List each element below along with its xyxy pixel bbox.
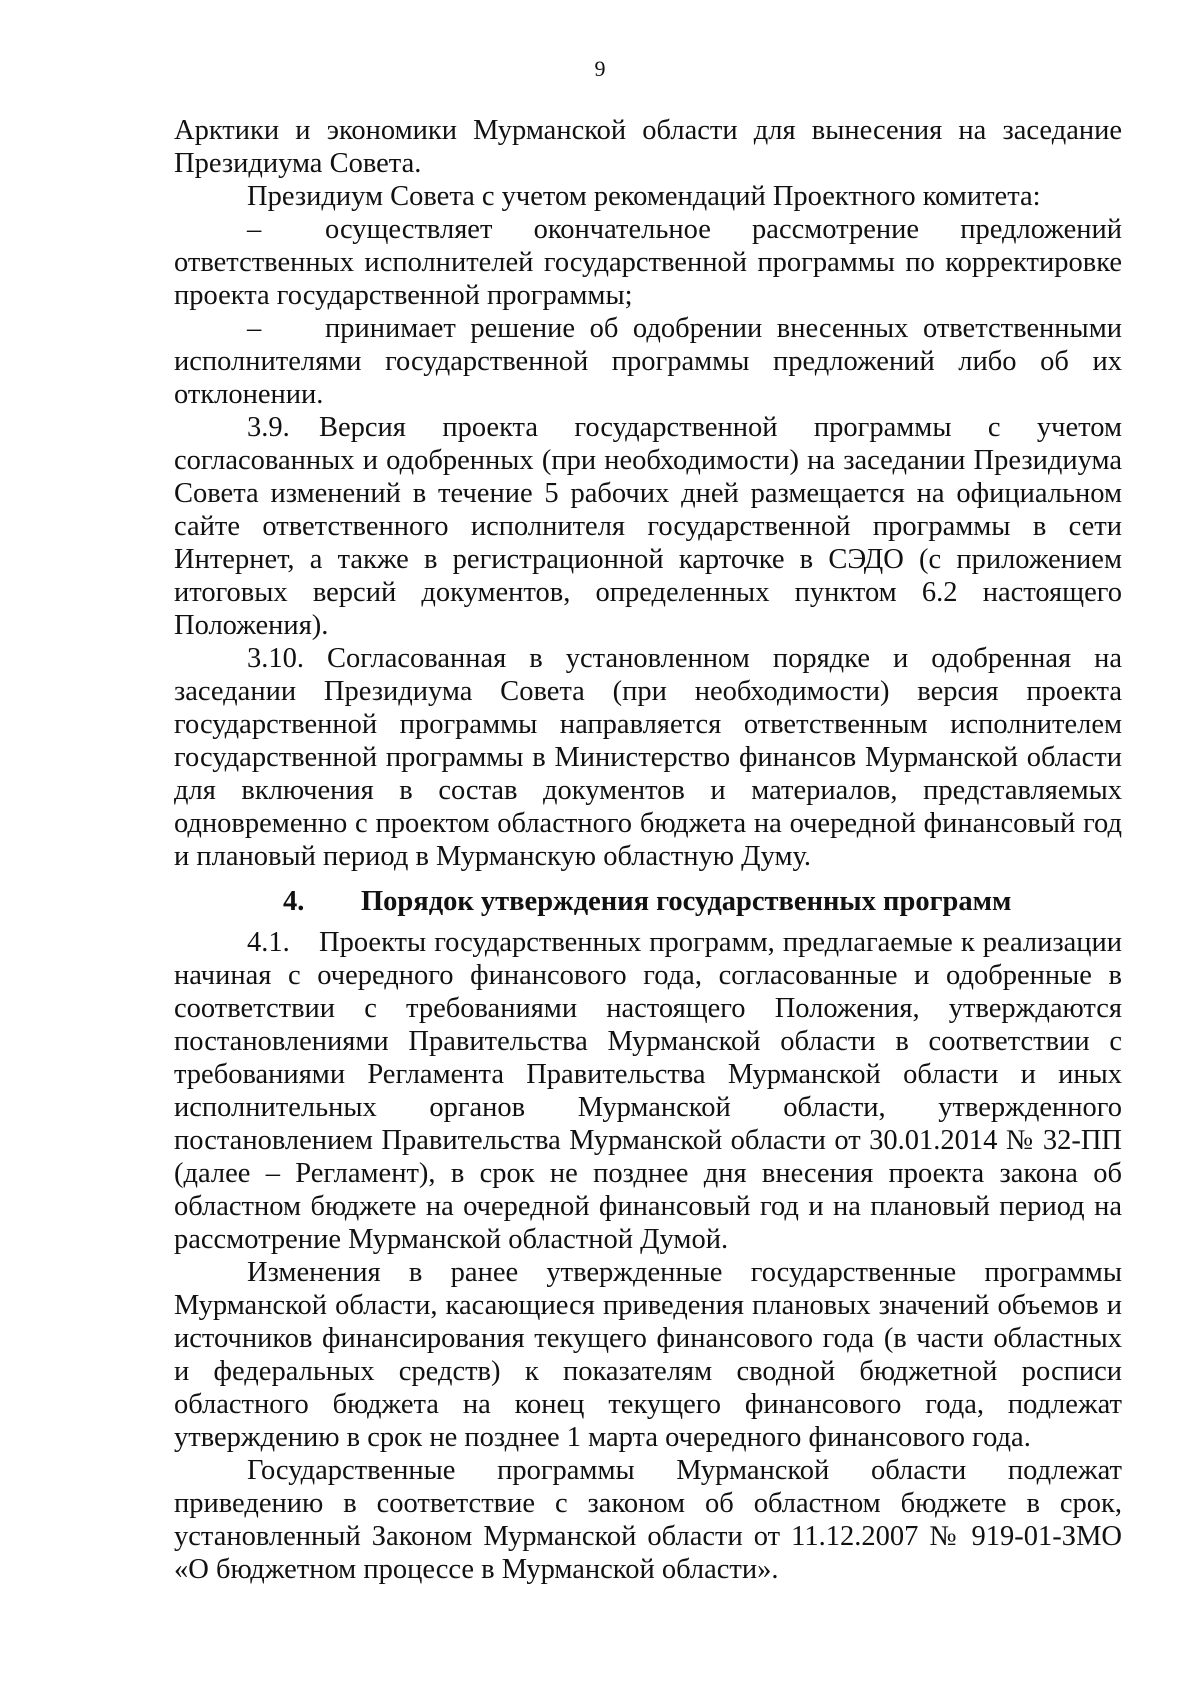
clause-number: 3.10. xyxy=(247,643,304,674)
paragraph-3-10 xyxy=(174,642,1122,873)
clause-text: Проекты государственных программ, предлагаемые к реализации начиная с очередного финансового года, согласованные и одобренные в соответствии с требованиями настоящего Положения, утверждаются постановлениями Правительства Мурманской области в соответствии с требованиями Регламента Правительства Мурманской области и иных исполнительных органов Мурманской области, утвержденного постановлением Правительства Мурманской области от 30.01.2014 № 32-ПП (далее – Регламент), в срок не позднее дня внесения проекта закона об областном бюджете на очередной финансовый год и на плановый период на рассмотрение Мурманской областной Думой. xyxy=(174,927,1122,1255)
page-number: 9 xyxy=(594,56,606,81)
section-number: 4. xyxy=(283,886,305,917)
section-heading-4 xyxy=(174,885,1122,918)
paragraph-alignment-with-budget-law: Государственные программы Мурманской области подлежат приведению в соответствие с законом об областном бюджете в срок, установленный Законом Мурманской области от 11.12.2007 № 919-01-ЗМО «О бюджетном процессе в Мурманской области». xyxy=(174,1455,1122,1585)
bullet-dash: – xyxy=(247,214,262,245)
clause-text: Согласованная в установленном порядке и одобренная на заседании Президиума Совета (при необходимости) версия проекта государственной программы направляется ответственным исполнителем государственной программы в Министерство финансов Мурманской области для включения в состав документов и материалов, представляемых одновременно с проектом областного бюджета на очередной финансовый год и плановый период в Мурманскую областную Думу. xyxy=(174,643,1122,872)
bullet-approval-decision xyxy=(174,312,1122,411)
section-title: Порядок утверждения государственных программ xyxy=(361,886,1012,917)
paragraph-changes: Изменения в ранее утвержденные государственные программы Мурманской области, касающиеся приведения плановых значений объемов и источников финансирования текущего финансового года (в части областных и федеральных средств) к показателям сводной бюджетной росписи областного бюджета на конец текущего финансового года, подлежат утверждению в срок не позднее 1 марта очередного финансового года. xyxy=(174,1257,1122,1453)
paragraph-presidium-intro: Президиум Совета с учетом рекомендаций Проектного комитета: xyxy=(247,181,1041,212)
clause-text: Версия проекта государственной программы с учетом согласованных и одобренных (при необходимости) на заседании Президиума Совета изменений в течение 5 рабочих дней размещается на официальном сайте ответственного исполнителя государственной программы в сети Интернет, а также в регистрационной карточке в СЭДО (с приложением итоговых версий документов, определенных пунктом 6.2 настоящего Положения). xyxy=(174,412,1122,641)
clause-number: 3.9. xyxy=(247,412,290,443)
paragraph-arctic-continuation: Арктики и экономики Мурманской области для вынесения на заседание Президиума Совета. xyxy=(174,115,1122,179)
paragraph-3-9 xyxy=(174,411,1122,642)
clause-number: 4.1. xyxy=(247,927,290,958)
paragraph-4-1 xyxy=(174,926,1122,1256)
document-body xyxy=(174,114,1122,1586)
bullet-dash: – xyxy=(247,313,262,344)
bullet-text: принимает решение об одобрении внесенных ответственными исполнителями государственной программы предложений либо об их отклонении. xyxy=(174,313,1122,410)
bullet-final-review xyxy=(174,213,1122,312)
bullet-text: осуществляет окончательное рассмотрение предложений ответственных исполнителей государственной программы по корректировке проекта государственной программы; xyxy=(174,214,1122,311)
